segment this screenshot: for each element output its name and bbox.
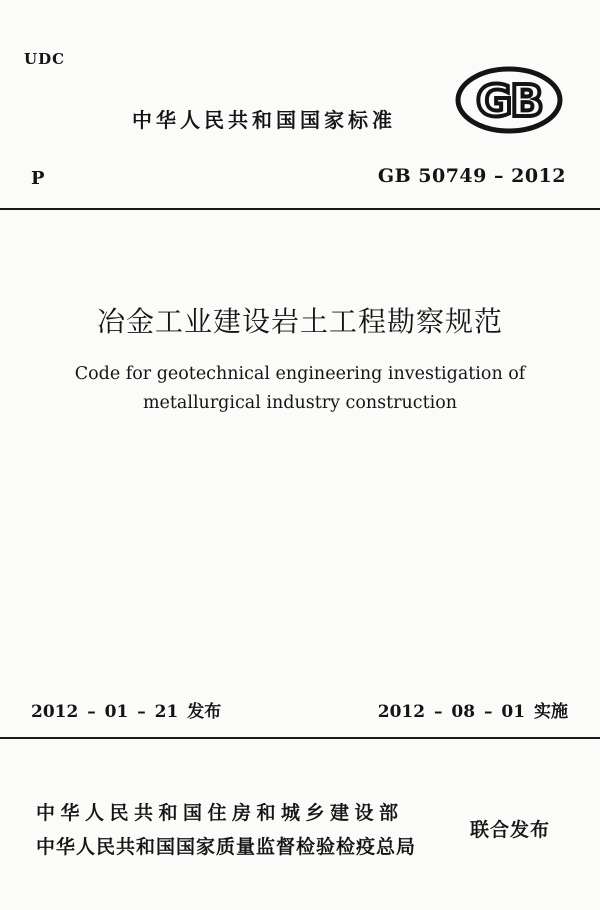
header-divider [0, 208, 600, 210]
title-english-line2: metallurgical industry construction [142, 393, 458, 413]
standard-number: GB 50749 – 2012 [377, 165, 566, 187]
national-standard-heading: 中华人民共和国国家标准 [132, 108, 396, 132]
gb-logo [455, 66, 563, 134]
gb-logo-text: GB [476, 76, 542, 127]
title-chinese: 冶金工业建设岩土工程勘察规范 [96, 305, 503, 338]
udc-label: UDC [24, 50, 66, 68]
category-label: P [31, 168, 45, 189]
title-english-line1: Code for geotechnical engineering investigation of [74, 364, 526, 384]
footer-divider [0, 737, 600, 739]
implementation-date: 2012 – 08 – 01 实施 [377, 702, 568, 722]
issue-date: 2012 – 01 – 21 发布 [31, 702, 222, 722]
publisher-aqsiq: 中华人民共和国国家质量监督检验检疫总局 [36, 836, 417, 858]
joint-issue-label: 联合发布 [470, 819, 551, 841]
publisher-ministry: 中华人民共和国住房和城乡建设部 [36, 802, 404, 824]
